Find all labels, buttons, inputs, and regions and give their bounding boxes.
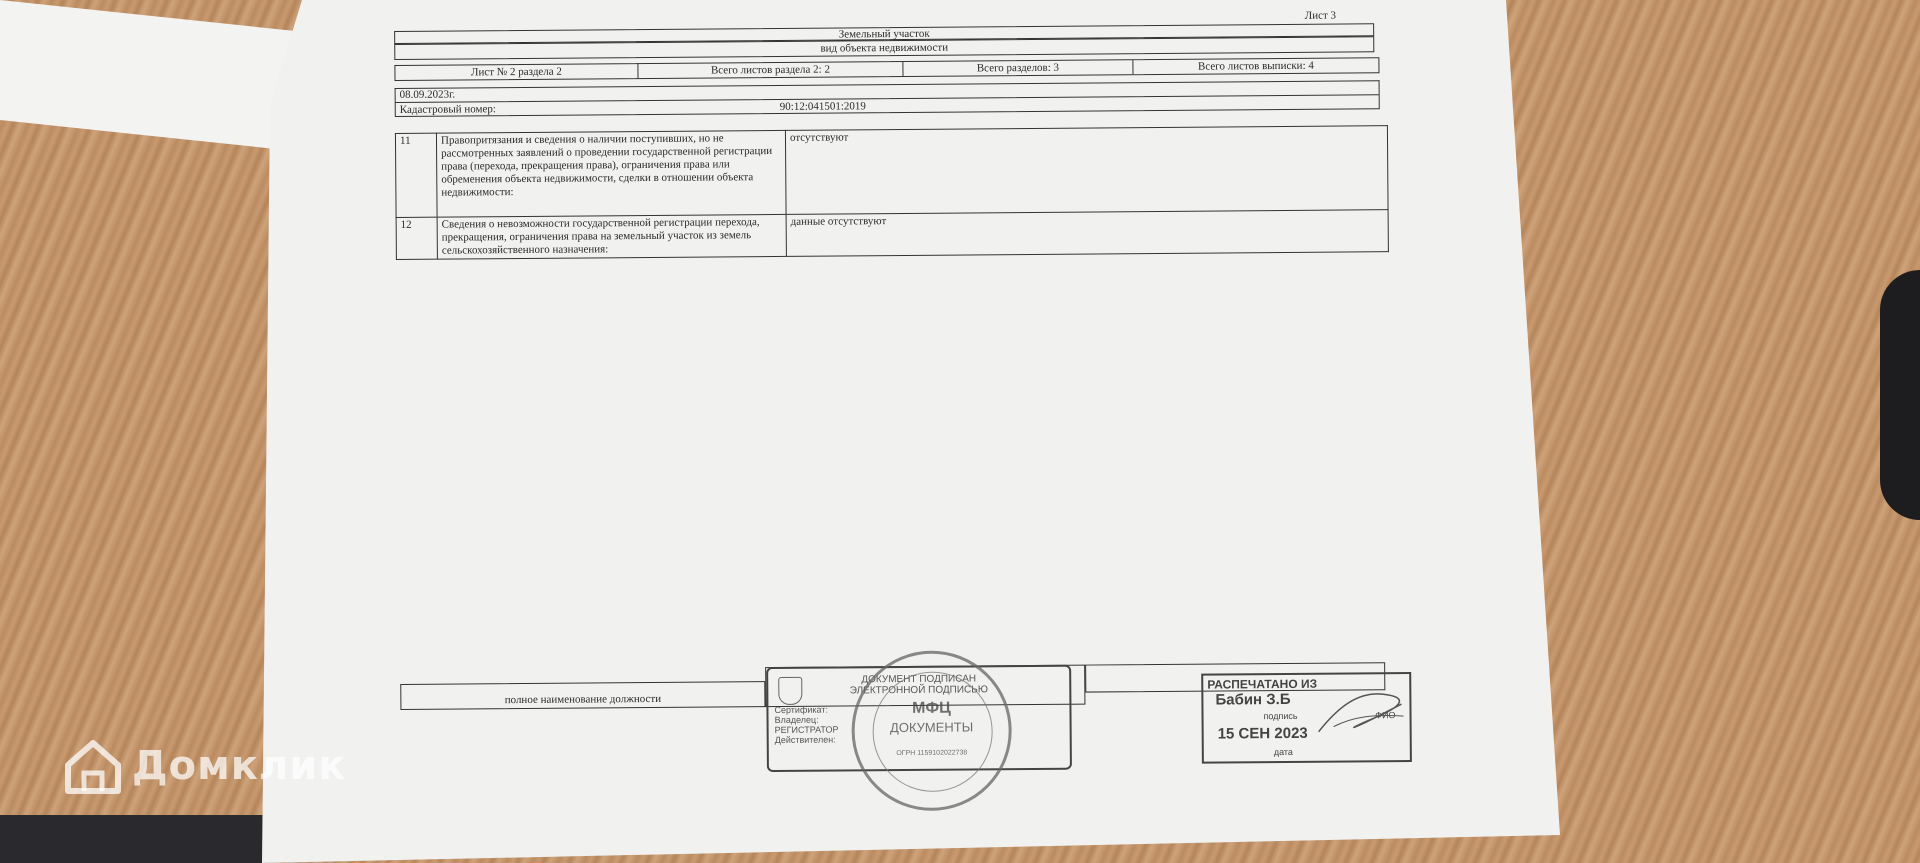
handwritten-signature	[1313, 686, 1408, 742]
table-row	[396, 210, 1388, 260]
cadastral-label: Кадастровый номер:	[399, 103, 496, 116]
print-stamp-fio: ФИО	[1375, 710, 1396, 721]
ecp-reg-label: РЕГИСТРАТОР	[774, 724, 839, 736]
rights-table	[395, 125, 1389, 260]
ecp-owner-label: Владелец:	[774, 714, 819, 726]
sections-total: Всего разделов: 3	[903, 60, 1133, 76]
domclick-watermark	[62, 735, 346, 797]
print-stamp-sign-label: подпись	[1263, 710, 1298, 722]
watermark-brand: Домклик	[132, 743, 347, 789]
print-stamp-date: 15 СЕН 2023	[1217, 724, 1308, 743]
object-title: Земельный участок	[394, 23, 1374, 44]
ecp-valid-label: Действителен:	[774, 734, 836, 746]
extract-content	[391, 7, 1396, 845]
table-row	[395, 126, 1388, 218]
sheet-number: Лист 3	[1304, 9, 1337, 22]
row-number: 12	[396, 217, 437, 259]
row-value: отсутствуют	[785, 126, 1388, 215]
extract-date: 08.09.2023г.	[399, 88, 456, 101]
meta-row	[394, 57, 1379, 81]
row-value: данные отсутствуют	[786, 210, 1388, 257]
section-sheet: Лист № 2 раздела 2	[395, 64, 638, 80]
object-type-caption: вид объекта недвижимости	[394, 36, 1374, 60]
position-caption: полное наименование должности	[504, 692, 662, 707]
ecp-cert-label: Сертификат:	[774, 704, 828, 716]
row-number: 11	[395, 133, 437, 217]
ecp-line2: ЭЛЕКТРОННОЙ ПОДПИСЬЮ	[849, 684, 988, 697]
extract-sheets-total: Всего листов выписки: 4	[1197, 59, 1314, 73]
seal-ogrn: ОГРН 1159102022738	[896, 749, 968, 758]
section-sheets-total: Всего листов раздела 2: 2	[638, 62, 903, 78]
print-stamp-name: Бабин З.Б	[1215, 690, 1291, 709]
mfc-round-seal	[851, 650, 1012, 811]
row-label: Сведения о невозможности государственной регистрации перехода, прекращения, ограничения права на земельный участок из земель сельскохозяйственного назначения:	[437, 214, 786, 259]
seal-logo: МФЦ	[912, 699, 951, 717]
printed-from-stamp	[1201, 672, 1412, 764]
emblem-icon	[778, 677, 802, 705]
position-box	[400, 681, 765, 710]
row-label: Правопритязания и сведения о наличии поступивших, но не рассмотренных заявлений о проведении государственной регистрации права (перехода, прекращения права), ограничения права или обременения объекта недвижимости, сделки в отношении объекта недвижимости:	[436, 130, 786, 217]
seal-caption: ДОКУМЕНТЫ	[889, 719, 974, 736]
ecp-line1: ДОКУМЕНТ ПОДПИСАН	[861, 673, 977, 686]
house-logo-icon	[62, 735, 124, 797]
print-stamp-title: РАСПЕЧАТАНО ИЗ	[1207, 676, 1318, 692]
cadastral-number: 90:12:041501:2019	[779, 100, 866, 113]
dark-surface-edge	[0, 815, 270, 863]
print-stamp-date-label: дата	[1273, 746, 1293, 758]
dark-object-right	[1880, 270, 1920, 520]
background-paper-sheet	[0, 0, 300, 152]
